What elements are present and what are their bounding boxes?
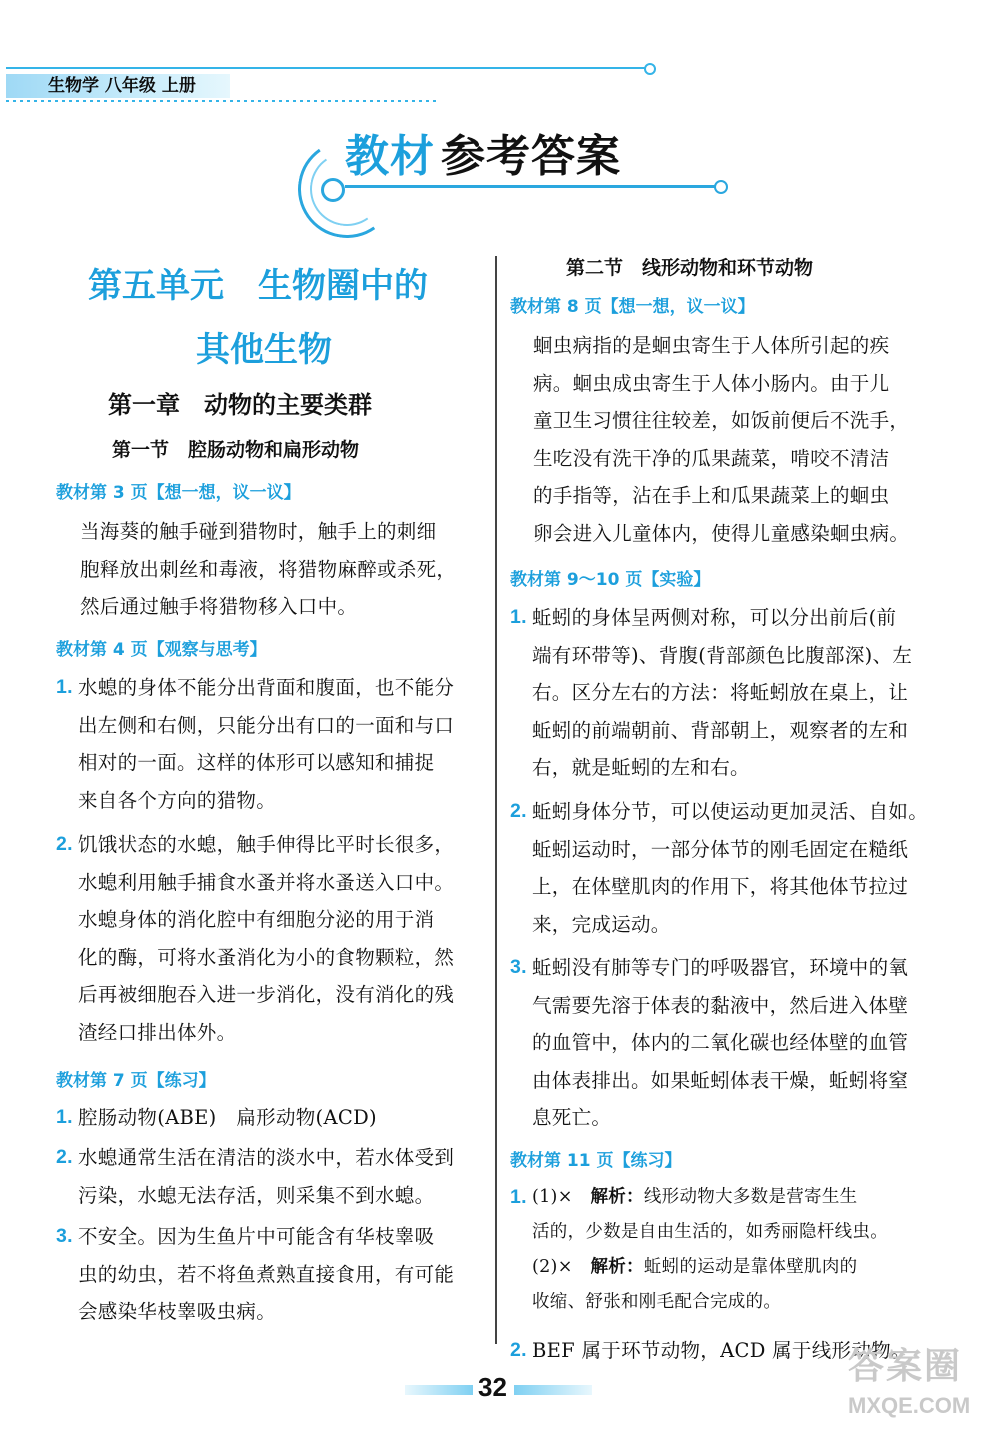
answer-p8 [533, 327, 909, 553]
item-number: 3. [56, 1225, 73, 1247]
heading-p9-10: 教材第 9～10 页【实验】 [510, 570, 711, 590]
header-rule-end-dot [644, 63, 656, 75]
text-line: 气需要先溶于体表的黏液中，然后进入体壁 [532, 993, 909, 1017]
text-line: 蚯蚓的前端朝前、背部朝上，观察者的左和 [532, 718, 909, 742]
text-line: 当海葵的触手碰到猎物时，触手上的刺细 [80, 520, 437, 543]
text-line: 蚯蚓没有肺等专门的呼吸器官，环境中的氧 [532, 956, 909, 979]
text-line: 蛔虫病指的是蛔虫寄生于人体所引起的疾 [533, 334, 890, 357]
text-line: 蚯蚓的身体呈两侧对称，可以分出前后(前 [532, 606, 897, 629]
title-circle-icon [321, 178, 345, 202]
text-line: 的手指等，沾在手上和瓜果蔬菜上的蛔虫 [533, 484, 890, 508]
analysis-text: 蚯蚓的运动是靠体壁肌肉的 [643, 1257, 858, 1277]
text-line: 童卫生习惯往往较差，如饭前便后不洗手， [533, 409, 910, 433]
text-line: 虫的幼虫，若不将鱼煮熟直接食用，有可能 [78, 1262, 455, 1286]
answer-p4-q2 [56, 826, 454, 1052]
item-number: 2. [510, 800, 527, 822]
text-line: 活的，少数是自由生活的，如秀丽隐杆线虫。 [532, 1222, 888, 1242]
item-number: 2. [56, 833, 73, 855]
answer-p4-q1 [56, 669, 454, 819]
title-underline [345, 185, 720, 188]
heading-p7: 教材第 7 页【练习】 [56, 1071, 216, 1091]
book-title: 生物学 八年级 上册 [48, 76, 196, 96]
item-number: 1. [56, 676, 73, 698]
text-line: 腔肠动物(ABE) 扁形动物(ACD) [78, 1106, 377, 1129]
text-line: 渣经口排出体外。 [78, 1020, 237, 1044]
item-number: 1. [510, 1186, 527, 1208]
watermark-text: 答案圈 [848, 1346, 963, 1387]
text-line: 右。区分左右的方法：将蚯蚓放在桌上，让 [532, 681, 909, 705]
page-title-part2: 参考答案 [441, 131, 621, 182]
text-line: 然后通过触手将猎物移入口中。 [80, 595, 358, 619]
heading-p8: 教材第 8 页【想一想，议一议】 [510, 297, 755, 317]
answer-mark: (1)× [532, 1187, 591, 1207]
text-line: 水螅身体的消化腔中有细胞分泌的用于消 [78, 908, 435, 932]
text-line: 病。蛔虫成虫寄生于人体小肠内。由于儿 [533, 371, 890, 395]
item-number: 2. [510, 1339, 527, 1361]
text-line: 蚯蚓身体分节，可以使运动更加灵活、自如。 [532, 800, 929, 823]
heading-p4: 教材第 4 页【观察与思考】 [56, 640, 267, 660]
unit-title-line2: 其他生物 [196, 330, 332, 370]
text-line: 胞释放出刺丝和毒液，将猎物麻醉或杀死， [80, 557, 457, 581]
item-number: 3. [510, 956, 527, 978]
experiment-1 [510, 599, 912, 787]
text-line: 息死亡。 [532, 1106, 612, 1130]
answer-p3 [80, 513, 456, 626]
text-line: 出左侧和右侧，只能分出有口的一面和与口 [78, 713, 455, 737]
footer-bar-left [405, 1385, 473, 1395]
header-rule [6, 67, 646, 69]
text-line: 饥饿状态的水螅，触手伸得比平时长很多， [78, 833, 455, 856]
page-title-part1: 教材 [345, 131, 435, 182]
heading-p11: 教材第 11 页【练习】 [510, 1151, 682, 1171]
text-line: 生吃没有洗干净的瓜果蔬菜，啃咬不清洁 [533, 446, 890, 470]
text-line: 卵会进入儿童体内，使得儿童感染蛔虫病。 [533, 521, 910, 545]
item-number: 1. [510, 606, 527, 628]
footer-bar-right [514, 1385, 592, 1395]
text-line: 化的酶，可将水蚤消化为小的食物颗粒，然 [78, 945, 455, 969]
text-line: 来自各个方向的猎物。 [78, 788, 277, 812]
watermark-logo [848, 1345, 998, 1435]
text-line: 的血管中，体内的二氧化碳也经体壁的血管 [532, 1031, 909, 1055]
text-line: 上，在体壁肌肉的作用下，将其他体节拉过 [532, 875, 909, 899]
analysis-label: 解析： [590, 1187, 644, 1207]
exercise-1 [56, 1099, 377, 1137]
text-line: 水螅的身体不能分出背面和腹面，也不能分 [78, 676, 455, 699]
text-line: 收缩、舒张和刚毛配合完成的。 [532, 1292, 782, 1312]
practice-1 [510, 1180, 888, 1320]
text-line: BEF 属于环节动物，ACD 属于线形动物。 [532, 1339, 911, 1362]
exercise-2 [56, 1139, 454, 1214]
text-line: 污染，水螅无法存活，则采集不到水螅。 [78, 1183, 435, 1207]
text-line [532, 1180, 888, 1215]
item-number: 2. [56, 1146, 73, 1168]
header-dotted-rule [6, 100, 436, 102]
column-divider [495, 256, 497, 1344]
answer-mark: (2)× [532, 1257, 591, 1277]
section-title-1: 第一节 腔肠动物和扁形动物 [112, 439, 360, 461]
section-title-2: 第二节 线形动物和环节动物 [566, 257, 814, 279]
title-underline-end-dot [714, 180, 728, 194]
text-line [532, 1250, 888, 1285]
item-number: 1. [56, 1106, 73, 1128]
text-line: 相对的一面。这样的体形可以感知和捕捉 [78, 751, 435, 775]
page-number: 32 [478, 1372, 507, 1402]
text-line: 后再被细胞吞入进一步消化，没有消化的残 [78, 983, 455, 1007]
unit-title-line1: 第五单元 生物圈中的 [88, 266, 428, 306]
text-line: 由体表排出。如果蚯蚓体表干燥，蚯蚓将窒 [532, 1068, 909, 1092]
exercise-3 [56, 1218, 454, 1331]
text-line: 端有环带等)、背腹(背部颜色比腹部深)、左 [532, 643, 913, 667]
text-line: 不安全。因为生鱼片中可能含有华枝睾吸 [78, 1225, 435, 1248]
text-line: 水螅利用触手捕食水蚤并将水蚤送入口中。 [78, 870, 455, 894]
text-line: 蚯蚓运动时，一部分体节的刚毛固定在糙纸 [532, 837, 909, 861]
text-line: 右，就是蚯蚓的左和右。 [532, 756, 750, 780]
text-line: 会感染华枝睾吸虫病。 [78, 1300, 277, 1324]
analysis-label: 解析： [590, 1257, 644, 1277]
experiment-3 [510, 949, 908, 1137]
text-line: 来，完成运动。 [532, 912, 671, 936]
heading-p3: 教材第 3 页【想一想，议一议】 [56, 483, 301, 503]
chapter-title: 第一章 动物的主要类群 [108, 391, 372, 419]
experiment-2 [510, 793, 928, 943]
text-line: 水螅通常生活在清洁的淡水中，若水体受到 [78, 1146, 455, 1169]
analysis-text: 线形动物大多数是营寄生生 [643, 1187, 858, 1207]
watermark-url: MXQE.COM [848, 1393, 971, 1418]
